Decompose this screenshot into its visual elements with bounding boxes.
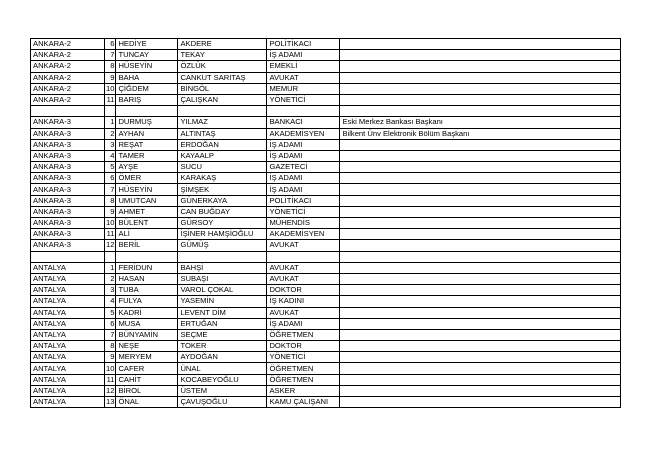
surname-cell: ERDOĞAN — [178, 139, 267, 150]
table-row — [31, 273, 621, 284]
profession-cell: AKADEMİSYEN — [267, 128, 340, 139]
first-name-cell: HASAN — [116, 273, 178, 284]
surname-cell — [178, 251, 267, 262]
number-cell: 6 — [105, 173, 116, 184]
first-name-cell: BÜLENT — [116, 218, 178, 229]
note-cell — [340, 374, 621, 385]
profession-cell: AVUKAT — [267, 72, 340, 83]
profession-cell: POLİTİKACI — [267, 39, 340, 50]
note-cell — [340, 229, 621, 240]
first-name-cell: NEŞE — [116, 341, 178, 352]
first-name-cell: TAMER — [116, 150, 178, 161]
number-cell: 2 — [105, 128, 116, 139]
number-cell: 10 — [106, 363, 115, 373]
note-cell — [340, 195, 621, 206]
table-row — [31, 39, 621, 50]
table-row — [31, 195, 621, 206]
first-name-cell: MERYEM — [116, 352, 178, 363]
table-row — [31, 363, 621, 374]
first-name-cell: BİROL — [116, 385, 178, 396]
note-cell — [340, 296, 621, 307]
city-cell: ANKARA-2 — [31, 83, 105, 94]
city-cell: ANKARA-3 — [31, 128, 105, 139]
number-cell: 13 — [106, 397, 115, 407]
profession-cell: AVUKAT — [267, 240, 340, 251]
table-row — [31, 251, 621, 262]
city-cell: ANKARA-3 — [31, 195, 105, 206]
number-cell: 4 — [105, 296, 116, 307]
first-name-cell: AYHAN — [116, 128, 178, 139]
surname-cell: ÜSTEM — [178, 385, 267, 396]
surname-cell: KARAKAŞ — [178, 173, 267, 184]
number-cell: 8 — [105, 195, 116, 206]
first-name-cell: HÜSEYİN — [116, 184, 178, 195]
note-cell — [340, 262, 621, 273]
number-cell: 9 — [105, 352, 116, 363]
number-cell: 6 — [105, 39, 116, 50]
note-cell — [340, 218, 621, 229]
table-row — [31, 150, 621, 161]
surname-cell: AKDERE — [178, 39, 267, 50]
table-row — [31, 106, 621, 117]
city-cell: ANTALYA — [31, 341, 105, 352]
first-name-cell: AYŞE — [116, 162, 178, 173]
table-row — [31, 206, 621, 217]
first-name-cell: FULYA — [116, 296, 178, 307]
profession-cell: MEMUR — [267, 83, 340, 94]
number-cell: 7 — [105, 50, 116, 61]
city-cell: ANTALYA — [31, 374, 105, 385]
table-row — [31, 61, 621, 72]
number-cell: 2 — [105, 273, 116, 284]
number-cell: 8 — [105, 61, 116, 72]
surname-cell: TOKER — [178, 341, 267, 352]
first-name-cell: BAHA — [116, 72, 178, 83]
number-cell: 5 — [105, 162, 116, 173]
first-name-cell: CAFER — [116, 363, 178, 374]
surname-cell: ÇAVUŞOĞLU — [178, 397, 267, 408]
first-name-cell: ÖMER — [116, 173, 178, 184]
note-cell — [340, 184, 621, 195]
city-cell: ANTALYA — [31, 352, 105, 363]
city-cell: ANKARA-3 — [31, 240, 105, 251]
note-cell — [340, 162, 621, 173]
city-cell — [31, 106, 105, 117]
first-name-cell: KADRİ — [116, 307, 178, 318]
first-name-cell: FERİDUN — [116, 262, 178, 273]
note-cell — [340, 72, 621, 83]
surname-cell: YASEMİN — [178, 296, 267, 307]
first-name-cell: HEDİYE — [116, 39, 178, 50]
surname-cell: ŞİMŞEK — [178, 184, 267, 195]
city-cell: ANKARA-3 — [31, 173, 105, 184]
number-cell: 12 — [106, 385, 115, 395]
table-row — [31, 240, 621, 251]
note-cell: Eski Merkez Bankası Başkanı — [340, 117, 621, 128]
surname-cell: ÜNAL — [178, 363, 267, 374]
note-cell — [340, 206, 621, 217]
surname-cell: SUCU — [178, 162, 267, 173]
number-cell: 1 — [105, 117, 116, 128]
city-cell — [31, 251, 105, 262]
first-name-cell: BARIŞ — [116, 94, 178, 105]
profession-cell: YÖNETİCİ — [267, 352, 340, 363]
profession-cell: YÖNETİCİ — [267, 94, 340, 105]
surname-cell: BAHŞİ — [178, 262, 267, 273]
surname-cell — [178, 106, 267, 117]
number-cell: 7 — [105, 184, 116, 195]
table-row — [31, 162, 621, 173]
note-cell — [340, 106, 621, 117]
note-cell — [340, 83, 621, 94]
surname-cell: BİNGÖL — [178, 83, 267, 94]
note-cell — [340, 363, 621, 374]
city-cell: ANKARA-2 — [31, 61, 105, 72]
note-cell — [340, 341, 621, 352]
number-cell — [105, 106, 116, 117]
profession-cell: DOKTOR — [267, 285, 340, 296]
profession-cell: GAZETECİ — [267, 162, 340, 173]
note-cell — [340, 94, 621, 105]
number-cell: 10 — [106, 83, 115, 93]
surname-cell: VAROL ÇOKAL — [178, 285, 267, 296]
note-cell — [340, 273, 621, 284]
profession-cell: POLİTİKACI — [267, 195, 340, 206]
table-row — [31, 94, 621, 105]
surname-cell: ÇALIŞKAN — [178, 94, 267, 105]
city-cell: ANTALYA — [31, 397, 105, 408]
first-name-cell — [116, 106, 178, 117]
city-cell: ANKARA-3 — [31, 162, 105, 173]
note-cell — [340, 307, 621, 318]
note-cell — [340, 285, 621, 296]
number-cell: 3 — [105, 285, 116, 296]
profession-cell: BANKACI — [267, 117, 340, 128]
table-row — [31, 374, 621, 385]
table-row — [31, 50, 621, 61]
table-row — [31, 173, 621, 184]
first-name-cell: BERİL — [116, 240, 178, 251]
city-cell: ANKARA-2 — [31, 39, 105, 50]
surname-cell: LEVENT DİM — [178, 307, 267, 318]
city-cell: ANTALYA — [31, 318, 105, 329]
note-cell — [340, 173, 621, 184]
number-cell: 9 — [105, 72, 116, 83]
first-name-cell: BÜNYAMİN — [116, 329, 178, 340]
profession-cell: ÖĞRETMEN — [267, 329, 340, 340]
note-cell — [340, 318, 621, 329]
profession-cell: KAMU ÇALIŞANI — [267, 397, 340, 408]
profession-cell: İŞ ADAMI — [267, 318, 340, 329]
city-cell: ANKARA-3 — [31, 218, 105, 229]
first-name-cell: HÜSEYİN — [116, 61, 178, 72]
note-cell: Bilkent Ünv Elektronik Bölüm Başkanı — [340, 128, 621, 139]
first-name-cell: DURMUŞ — [116, 117, 178, 128]
table-row — [31, 139, 621, 150]
note-cell — [340, 329, 621, 340]
first-name-cell: ÖNAL — [116, 397, 178, 408]
surname-cell: ERTUĞAN — [178, 318, 267, 329]
number-cell: 8 — [105, 341, 116, 352]
profession-cell: EMEKLİ — [267, 61, 340, 72]
profession-cell: AVUKAT — [267, 307, 340, 318]
table-row — [31, 218, 621, 229]
first-name-cell: CAHİT — [116, 374, 178, 385]
profession-cell: İŞ KADINI — [267, 296, 340, 307]
city-cell: ANKARA-3 — [31, 150, 105, 161]
city-cell: ANKARA-3 — [31, 184, 105, 195]
city-cell: ANKARA-2 — [31, 72, 105, 83]
profession-cell: AVUKAT — [267, 262, 340, 273]
surname-cell: YILMAZ — [178, 117, 267, 128]
profession-cell: DOKTOR — [267, 341, 340, 352]
number-cell — [105, 251, 116, 262]
number-cell: 11 — [105, 94, 116, 105]
first-name-cell: TUBA — [116, 285, 178, 296]
profession-cell: İŞ ADAMI — [267, 184, 340, 195]
city-cell: ANTALYA — [31, 296, 105, 307]
table-row — [31, 117, 621, 128]
number-cell: 12 — [106, 240, 115, 250]
profession-cell: AKADEMİSYEN — [267, 229, 340, 240]
note-cell — [340, 39, 621, 50]
surname-cell: ÖZLÜK — [178, 61, 267, 72]
note-cell — [340, 61, 621, 72]
profession-cell: ASKER — [267, 385, 340, 396]
note-cell — [340, 150, 621, 161]
surname-cell: SUBAŞI — [178, 273, 267, 284]
first-name-cell: ÇİĞDEM — [116, 83, 178, 94]
city-cell: ANKARA-3 — [31, 117, 105, 128]
surname-cell: SEÇME — [178, 329, 267, 340]
table-row — [31, 341, 621, 352]
note-cell — [340, 251, 621, 262]
table-row — [31, 329, 621, 340]
number-cell: 6 — [105, 318, 116, 329]
surname-cell: CAN BUĞDAY — [178, 206, 267, 217]
city-cell: ANKARA-2 — [31, 94, 105, 105]
number-cell: 3 — [105, 139, 116, 150]
table-row — [31, 72, 621, 83]
table-row — [31, 352, 621, 363]
profession-cell: YÖNETİCİ — [267, 206, 340, 217]
profession-cell: ÖĞRETMEN — [267, 363, 340, 374]
note-cell — [340, 50, 621, 61]
table-row — [31, 83, 621, 94]
number-cell: 4 — [105, 150, 116, 161]
number-cell: 10 — [106, 218, 115, 228]
profession-cell — [267, 106, 340, 117]
profession-cell: İŞ ADAMI — [267, 139, 340, 150]
city-cell: ANTALYA — [31, 273, 105, 284]
table-row — [31, 285, 621, 296]
table-body — [31, 39, 621, 408]
city-cell: ANKARA-3 — [31, 206, 105, 217]
first-name-cell: MUSA — [116, 318, 178, 329]
surname-cell: ALTINTAŞ — [178, 128, 267, 139]
table-row — [31, 128, 621, 139]
number-cell: 5 — [105, 307, 116, 318]
surname-cell: GÜRSOY — [178, 218, 267, 229]
profession-cell: MÜHENDİS — [267, 218, 340, 229]
city-cell: ANTALYA — [31, 307, 105, 318]
surname-cell: TEKAY — [178, 50, 267, 61]
note-cell — [340, 240, 621, 251]
profession-cell: İŞ ADAMI — [267, 50, 340, 61]
note-cell — [340, 385, 621, 396]
table-row — [31, 385, 621, 396]
surname-cell: KOCABEYOĞLU — [178, 374, 267, 385]
table-row — [31, 307, 621, 318]
first-name-cell: TUNCAY — [116, 50, 178, 61]
note-cell — [340, 352, 621, 363]
surname-cell: İŞİNER HAMŞİOĞLU — [178, 229, 267, 240]
first-name-cell: UMUTCAN — [116, 195, 178, 206]
candidate-table — [30, 38, 621, 408]
table-row — [31, 296, 621, 307]
surname-cell: AYDOĞAN — [178, 352, 267, 363]
city-cell: ANTALYA — [31, 363, 105, 374]
city-cell: ANTALYA — [31, 262, 105, 273]
surname-cell: CANKUT SARITAŞ — [178, 72, 267, 83]
number-cell: 1 — [105, 262, 116, 273]
profession-cell: ÖĞRETMEN — [267, 374, 340, 385]
note-cell — [340, 139, 621, 150]
table-row — [31, 397, 621, 408]
number-cell: 7 — [105, 329, 116, 340]
city-cell: ANKARA-3 — [31, 229, 105, 240]
table-row — [31, 318, 621, 329]
table-row — [31, 184, 621, 195]
first-name-cell: ALİ — [116, 229, 178, 240]
first-name-cell: REŞAT — [116, 139, 178, 150]
table-row — [31, 229, 621, 240]
profession-cell — [267, 251, 340, 262]
surname-cell: KAYAALP — [178, 150, 267, 161]
number-cell: 11 — [105, 374, 116, 385]
city-cell: ANTALYA — [31, 285, 105, 296]
city-cell: ANKARA-3 — [31, 139, 105, 150]
number-cell: 11 — [105, 229, 116, 240]
surname-cell: GÜMÜŞ — [178, 240, 267, 251]
number-cell: 9 — [105, 206, 116, 217]
note-cell — [340, 397, 621, 408]
surname-cell: GÜNERKAYA — [178, 195, 267, 206]
first-name-cell — [116, 251, 178, 262]
profession-cell: İŞ ADAMI — [267, 150, 340, 161]
table-row — [31, 262, 621, 273]
profession-cell: AVUKAT — [267, 273, 340, 284]
city-cell: ANTALYA — [31, 329, 105, 340]
city-cell: ANTALYA — [31, 385, 105, 396]
profession-cell: İŞ ADAMI — [267, 173, 340, 184]
city-cell: ANKARA-2 — [31, 50, 105, 61]
first-name-cell: AHMET — [116, 206, 178, 217]
